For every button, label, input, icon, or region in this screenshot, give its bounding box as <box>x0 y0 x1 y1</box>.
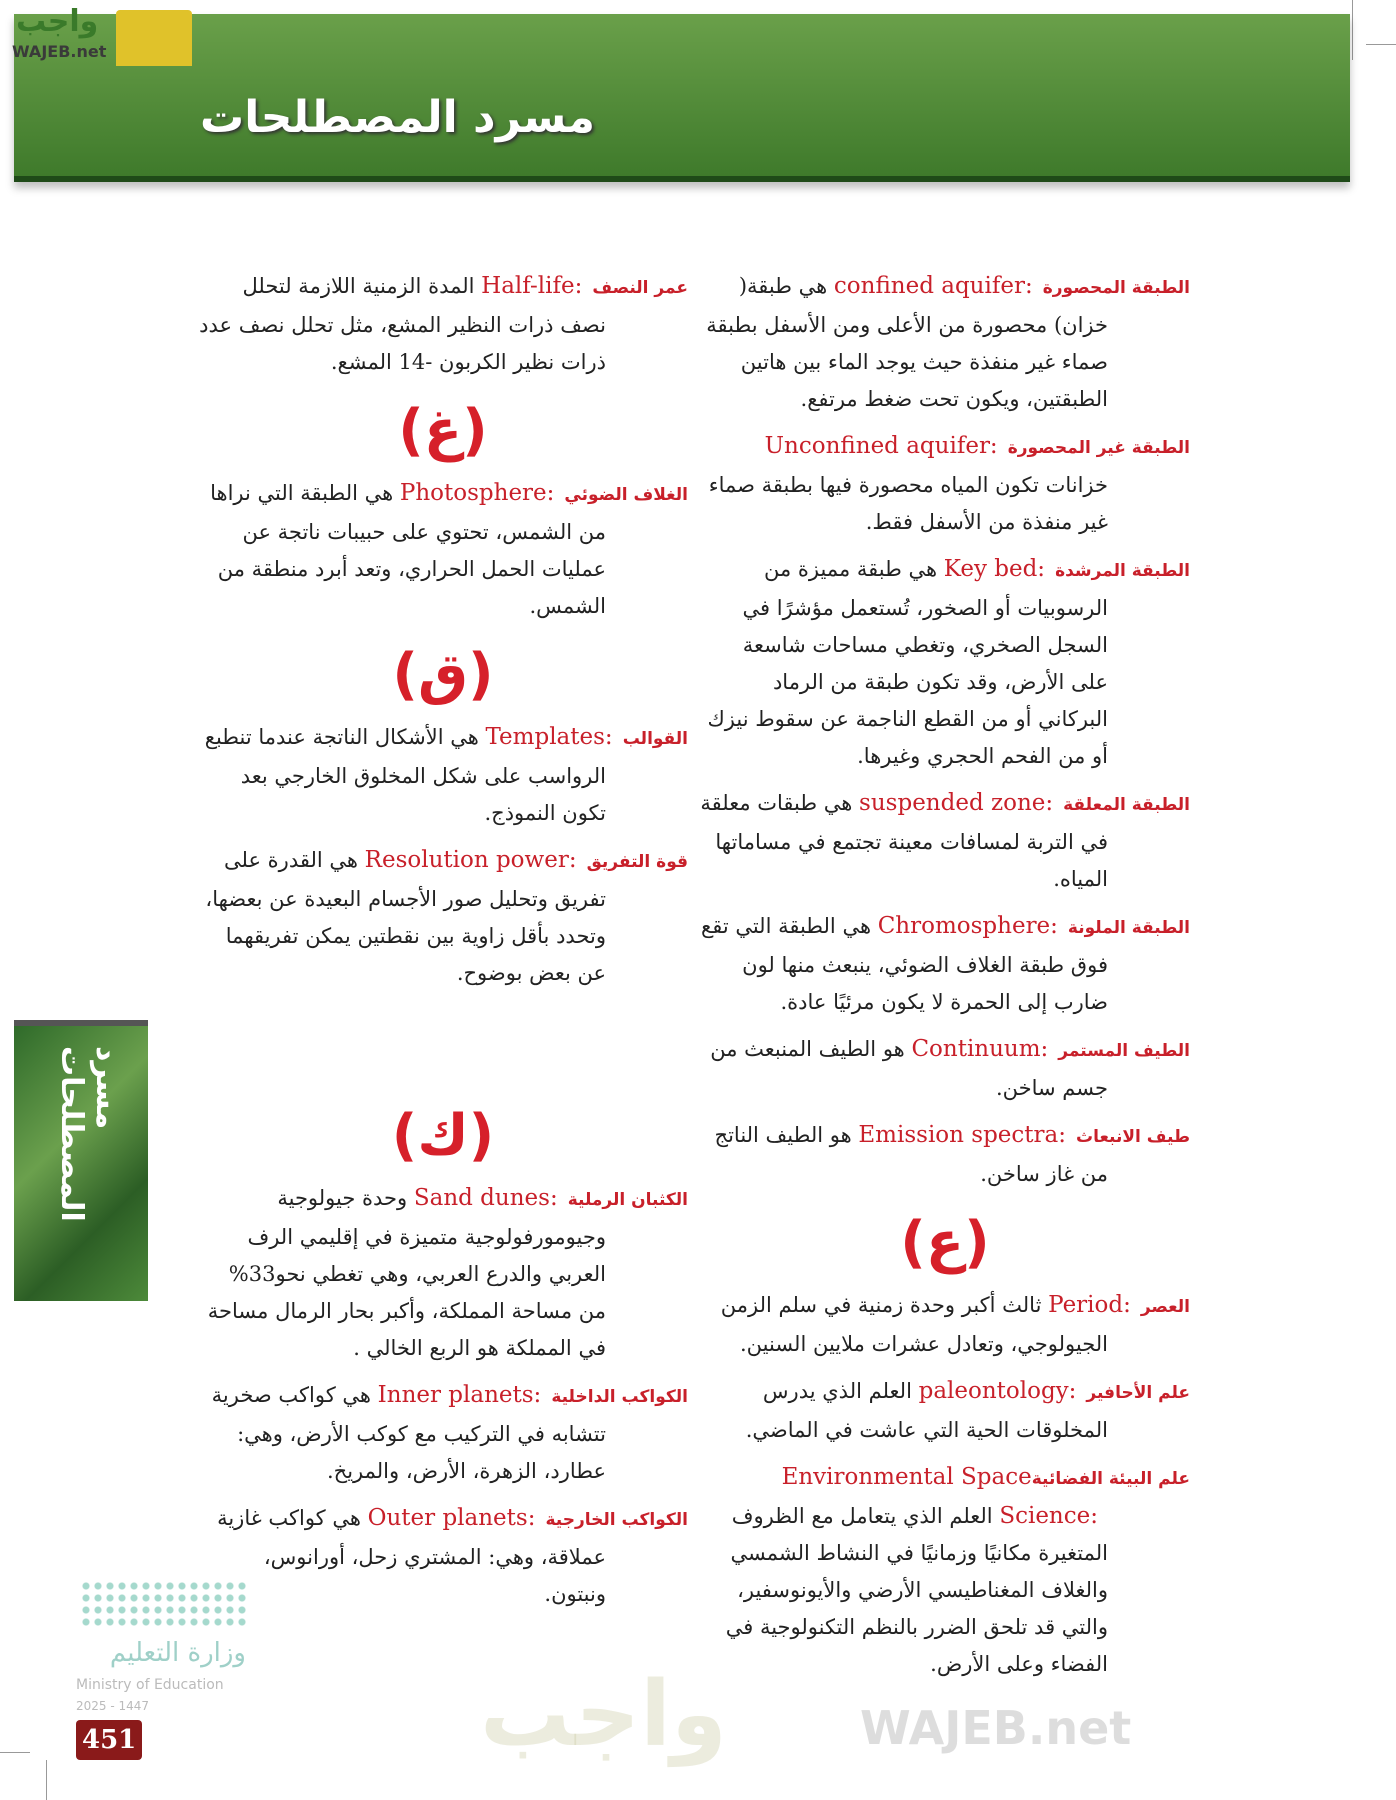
english-term: Resolution power: <box>364 847 577 873</box>
definition: هي كواكب صخرية تتشابه في التركيب مع كوكب الأرض، وهي: عطارد، الزهرة، الأرض، والمريخ. <box>211 1383 606 1483</box>
crop-mark <box>1366 44 1396 45</box>
definition: هي الطبقة التي نراها من الشمس، تحتوي على حبيبات ناتجة عن عمليات الحمل الحراري، وتعد أبرد منطقة من الشمس. <box>210 481 606 618</box>
english-term: Photosphere: <box>399 480 555 506</box>
definition: هي القدرة على تفريق وتحليل صور الأجسام البعيدة عن بعضها، وتحدد بأقل زاوية بين نقطتين يمكن تفريقهما عن بعض بوضوح. <box>205 848 606 985</box>
english-term: Chromosphere: <box>877 913 1058 939</box>
right-column <box>700 268 1190 1693</box>
section-letter: (غ) <box>398 398 488 463</box>
glossary-term: الطبقة المرشدة <box>1055 561 1190 581</box>
glossary-term: العصر <box>1140 1297 1190 1317</box>
spacer <box>198 1002 688 1090</box>
definition: ثالث أكبر وحدة زمنية في سلم الزمن الجيولوجي، وتعادل عشرات ملايين السنين. <box>720 1293 1108 1356</box>
glossary-term: الكواكب الداخلية <box>551 1387 688 1407</box>
glossary-entry <box>198 842 688 992</box>
glossary-term: الغلاف الضوئي <box>564 485 688 505</box>
definition: المدة الزمنية اللازمة لتحلل نصف ذرات النظير المشع، مثل تحلل نصف عدد ذرات نظير الكربون -14 المشع. <box>199 274 606 374</box>
wajeb-logo[interactable] <box>8 4 188 68</box>
glossary-entry <box>198 1180 688 1367</box>
glossary-entry <box>700 785 1190 898</box>
side-tab <box>14 1020 148 1301</box>
english-term: Environmental Space Science: <box>781 1464 1098 1529</box>
glossary-term: القوالب <box>622 729 688 749</box>
page-title: مسرد المصطلحات <box>200 92 596 143</box>
crop-mark <box>1352 0 1353 60</box>
glossary-term: عمر النصف <box>592 278 688 298</box>
english-term: confined aquifer: <box>833 273 1033 299</box>
english-term: Half-life: <box>481 273 583 299</box>
crop-mark <box>46 1760 47 1800</box>
glossary-term: الطبقة المحصورة <box>1042 278 1190 298</box>
glossary-term: علم البيئة الفضائية <box>1031 1469 1190 1489</box>
side-tab-label: مسرد المصطلحات <box>54 1046 124 1222</box>
definition: هي طبقة مميزة من الرسوبيات أو الصخور، تُستعمل مؤشرًا في السجل الصخري، وتغطي مساحات شاسعة على الأرض، وقد تكون طبقة من الرماد البركاني أو من القطع الناجمة عن سقوط نيزك أو من الفحم الحجري وغيرها. <box>707 557 1108 768</box>
left-column <box>198 268 688 1623</box>
definition: هو الطيف الناتج من غاز ساخن. <box>714 1123 1108 1186</box>
definition: العلم الذي يدرس المخلوقات الحية التي عاشت في الماضي. <box>745 1379 1108 1442</box>
english-term: Sand dunes: <box>413 1185 558 1211</box>
english-term: paleontology: <box>918 1378 1077 1404</box>
glossary-entry <box>700 428 1190 541</box>
glossary-entry <box>700 1031 1190 1107</box>
english-term: Outer planets: <box>367 1505 536 1531</box>
glossary-entry <box>700 908 1190 1021</box>
glossary-term: الطبقة غير المحصورة <box>1007 438 1190 458</box>
definition: العلم الذي يتعامل مع الظروف المتغيرة مكانيًا وزمانيًا في النشاط الشمسي والغلاف المغناطيسي الأرضي والأيونوسفير، والتي قد تلحق الضرر بالنظم التكنولوجية في الفضاء وعلى الأرض. <box>725 1504 1108 1676</box>
glossary-entry <box>198 268 688 381</box>
definition: هو الطيف المنبعث من جسم ساخن. <box>710 1037 1108 1100</box>
english-term: Emission spectra: <box>858 1122 1066 1148</box>
glossary-entry <box>700 268 1190 418</box>
english-term: Key bed: <box>943 556 1046 582</box>
glossary-entry <box>198 719 688 832</box>
glossary-term: الطبقة الملونة <box>1067 918 1190 938</box>
section-letter: (ك) <box>391 1103 495 1168</box>
logo-arabic: واجب <box>16 4 99 39</box>
edition-year: 2025 - 1447 <box>76 1699 150 1713</box>
definition: هي طبقات معلقة في التربة لمسافات معينة تجتمع في مساماتها المياه. <box>700 791 1108 891</box>
section-letter: (ع) <box>900 1210 990 1275</box>
glossary-term: طيف الانبعاث <box>1076 1127 1190 1147</box>
watermark-arabic: واجب <box>480 1662 727 1767</box>
logo-text: WAJEB.net <box>12 42 107 61</box>
definition: هي طبقة( خزان) محصورة من الأعلى ومن الأسفل بطبقة صماء غير منفذة حيث يوجد الماء بين هاتين الطبقتين، ويكون تحت ضغط مرتفع. <box>706 274 1108 411</box>
glossary-entry <box>700 551 1190 775</box>
glossary-entry <box>198 1377 688 1490</box>
glossary-entry <box>700 1373 1190 1449</box>
english-term: Period: <box>1048 1292 1131 1318</box>
ministry-name-ar: وزارة التعليم <box>109 1638 246 1668</box>
section-letter: (ق) <box>392 642 494 707</box>
glossary-entry <box>700 1459 1190 1683</box>
glossary-term: الطبقة المعلقة <box>1063 795 1190 815</box>
ministry-dots-icon <box>80 1580 250 1630</box>
book-icon <box>116 10 192 66</box>
definition: هي الأشكال الناتجة عندما تنطبع الرواسب على شكل المخلوق الخارجي بعد تكون النموذج. <box>204 725 606 825</box>
english-term: Inner planets: <box>377 1382 542 1408</box>
definition: وحدة جيولوجية وجيومورفولوجية متميزة في إقليمي الرف العربي والدرع العربي، وهي تغطي نحو33% من مساحة المملكة، وأكبر بحار الرمال مساحة في المملكة هو الربع الخالي . <box>207 1186 606 1360</box>
watermark-text: WAJEB.net <box>860 1701 1132 1755</box>
english-term: Unconfined aquifer: <box>764 433 998 459</box>
definition: هي كواكب غازية عملاقة، وهي: المشتري زحل، أورانوس، ونبتون. <box>217 1506 606 1606</box>
page-number: 451 <box>76 1720 142 1760</box>
glossary-term: الكثبان الرملية <box>567 1190 688 1210</box>
definition: هي الطبقة التي تقع فوق طبقة الغلاف الضوئي، ينبعث منها لون ضارب إلى الحمرة لا يكون مرئيًا عادة. <box>701 914 1108 1014</box>
english-term: Templates: <box>485 724 613 750</box>
glossary-term: الطيف المستمر <box>1058 1041 1190 1061</box>
glossary-entry <box>700 1287 1190 1363</box>
english-term: suspended zone: <box>859 790 1054 816</box>
english-term: Continuum: <box>911 1036 1049 1062</box>
glossary-entry <box>198 475 688 625</box>
ministry-name-en: Ministry of Education <box>76 1677 224 1693</box>
glossary-term: علم الأحافير <box>1086 1383 1190 1403</box>
glossary-term: قوة التفريق <box>586 852 688 872</box>
glossary-term: الكواكب الخارجية <box>545 1510 688 1530</box>
ministry-logo <box>76 1580 276 1790</box>
crop-mark <box>0 1752 30 1753</box>
glossary-entry <box>700 1117 1190 1193</box>
definition: خزانات تكون المياه محصورة فيها بطبقة صماء غير منفذة من الأسفل فقط. <box>708 473 1108 534</box>
